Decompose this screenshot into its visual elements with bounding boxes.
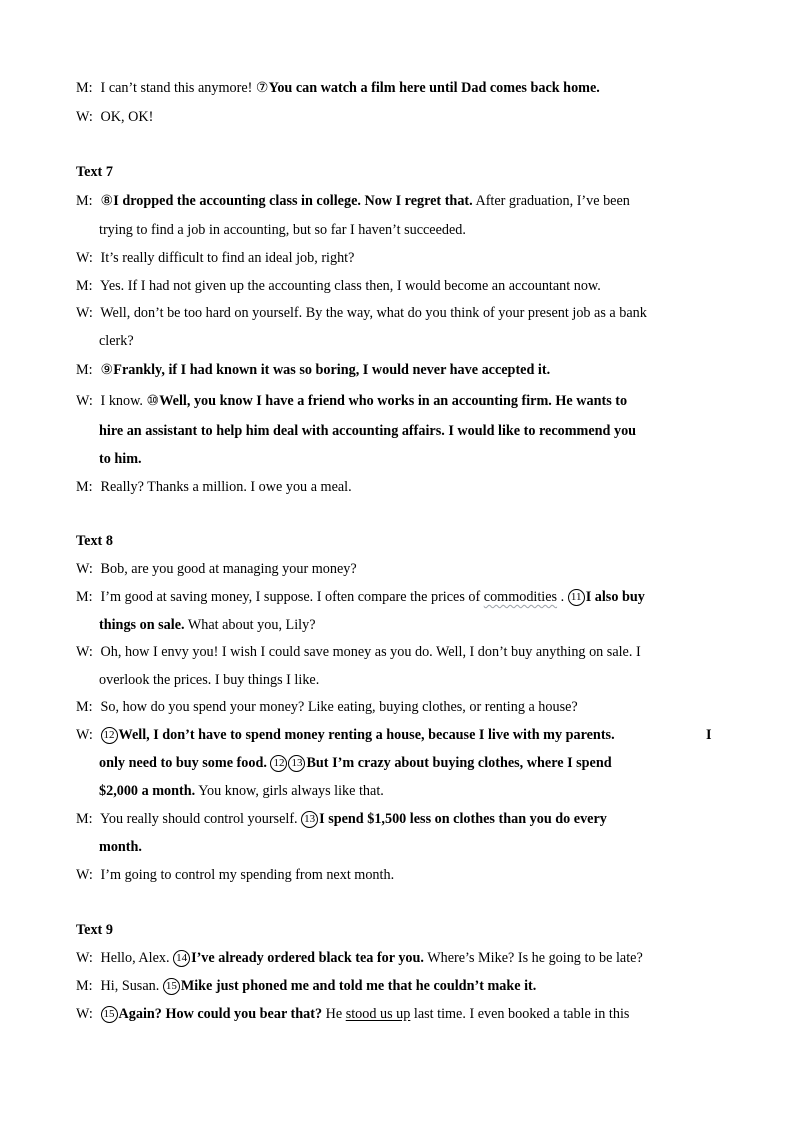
question-number: 12 [270,755,287,772]
question-number: 11 [568,589,585,606]
key-sentence: to him. [99,451,142,467]
question-number: 12 [101,727,118,744]
line-text: You really should control yourself. [100,811,302,827]
dialogue-line [76,948,718,968]
key-sentence: But I’m crazy about buying clothes, where I spend [306,755,612,771]
speaker-label: W: [76,727,93,743]
line-text: After graduation, I’ve been [472,193,630,209]
line-text: last time. I even booked a table in this [410,1006,630,1022]
speaker-label: W: [76,109,93,125]
key-sentence: month. [99,839,142,855]
dialogue-continuation: trying to find a job in accounting, but so far I haven’t succeeded. [99,222,466,238]
speaker-label: W: [76,393,93,409]
dialogue-continuation [99,449,719,469]
question-number: 13 [301,811,318,828]
dialogue-line [76,360,718,380]
key-sentence: I dropped the accounting class in college. Now I regret that. [113,193,473,209]
line-text: You know, girls always like that. [195,783,384,799]
section-heading-text7: Text 7 [76,164,113,180]
underlined-phrase: stood us up [345,1006,411,1022]
dialogue-line [76,559,718,579]
dialogue-line [76,587,718,607]
section-heading-text9: Text 9 [76,922,113,938]
dialogue-continuation: overlook the prices. I buy things I like. [99,672,320,688]
dialogue-line [76,276,718,296]
dialogue-line [76,809,718,829]
key-sentence: $2,000 a month. [99,783,196,799]
speaker-label: M: [76,699,93,715]
dialogue-line: W: 12 Well, I don’t have to spend money renting a house, because I live with my parents. I [76,727,712,743]
question-number: ⑨ [100,362,114,378]
speaker-label: W: [76,644,93,660]
line-text: I can’t stand this anymore! [100,80,256,96]
dialogue-continuation [99,781,719,801]
dialogue-line [76,248,718,268]
speaker-label: W: [76,561,93,577]
spellcheck-word: commodities [483,589,558,605]
line-text: Yes. If I had not given up the accounting class then, I would become an accountant now. [100,278,601,294]
question-number: 14 [173,950,190,967]
key-sentence: You can watch a film here until Dad comes back home. [268,80,600,96]
speaker-label: M: [76,193,93,209]
speaker-label: W: [76,1006,93,1022]
dialogue-line [76,1004,718,1024]
question-number: 15 [101,1006,118,1023]
dialogue-line [76,697,718,717]
key-sentence: hire an assistant to help him deal with accounting affairs. I would like to recommend you [99,423,637,439]
dialogue-line [76,303,718,323]
speaker-label: W: [76,305,93,321]
key-sentence: Well, you know I have a friend who works in an accounting firm. He wants to [159,393,628,409]
question-number: 13 [288,755,305,772]
dialogue-continuation [99,615,719,635]
key-sentence: Again? How could you bear that? [118,1006,323,1022]
speaker-label: M: [76,589,93,605]
dialogue-line [76,642,718,662]
line-text: It’s really difficult to find an ideal job, right? [100,250,355,266]
key-sentence: I spend $1,500 less on clothes than you do every [319,811,607,827]
dialogue-continuation [99,837,719,857]
line-text: . [557,589,568,605]
question-number: ⑦ [255,80,269,96]
key-sentence: Mike just phoned me and told me that he couldn’t make it. [180,978,537,994]
dialogue-continuation [99,753,719,773]
speaker-label: W: [76,950,93,966]
speaker-label: M: [76,80,93,96]
line-text: Bob, are you good at managing your money? [100,561,357,577]
speaker-label: M: [76,479,93,495]
dialogue-line [76,107,718,127]
section-heading-text8: Text 8 [76,533,113,549]
key-sentence: Well, I don’t have to spend money renting a house, because I live with my parents. [118,727,615,743]
question-number: ⑧ [100,193,114,209]
dialogue-line [76,976,718,996]
speaker-label: W: [76,867,93,883]
key-sentence: things on sale. [99,617,185,633]
speaker-label: M: [76,811,93,827]
key-sentence: I also buy [585,589,645,605]
line-text: He [322,1006,346,1022]
dialogue-line [76,865,718,885]
speaker-label: W: [76,250,93,266]
line-text: OK, OK! [100,109,154,125]
question-number: ⑩ [146,393,160,409]
speaker-label: M: [76,278,93,294]
line-text: Oh, how I envy you! I wish I could save money as you do. Well, I don’t buy anything on sale. I [100,644,641,660]
dialogue-line [76,391,718,411]
line-text: Hi, Susan. [100,978,163,994]
dialogue-continuation: clerk? [99,333,134,349]
dialogue-line [76,78,718,98]
line-text: Well, don’t be too hard on yourself. By the way, what do you think of your present job as a bank [100,305,647,321]
dialogue-line [76,477,718,497]
line-text: Where’s Mike? Is he going to be late? [423,950,643,966]
key-sentence: I’ve already ordered black tea for you. [191,950,424,966]
line-text: Hello, Alex. [100,950,174,966]
dialogue-continuation [99,421,719,441]
line-text: I’m going to control my spending from next month. [100,867,395,883]
line-text: I’m good at saving money, I suppose. I often compare the prices of [100,589,484,605]
key-sentence: only need to buy some food. [99,755,267,771]
speaker-label: M: [76,978,93,994]
dialogue-line [76,191,718,211]
line-text: Really? Thanks a million. I owe you a meal. [100,479,352,495]
line-text: So, how do you spend your money? Like eating, buying clothes, or renting a house? [100,699,578,715]
line-text: What about you, Lily? [184,617,316,633]
key-sentence: Frankly, if I had known it was so boring, I would never have accepted it. [113,362,551,378]
question-number: 15 [163,978,180,995]
line-text: I know. [100,393,147,409]
speaker-label: M: [76,362,93,378]
